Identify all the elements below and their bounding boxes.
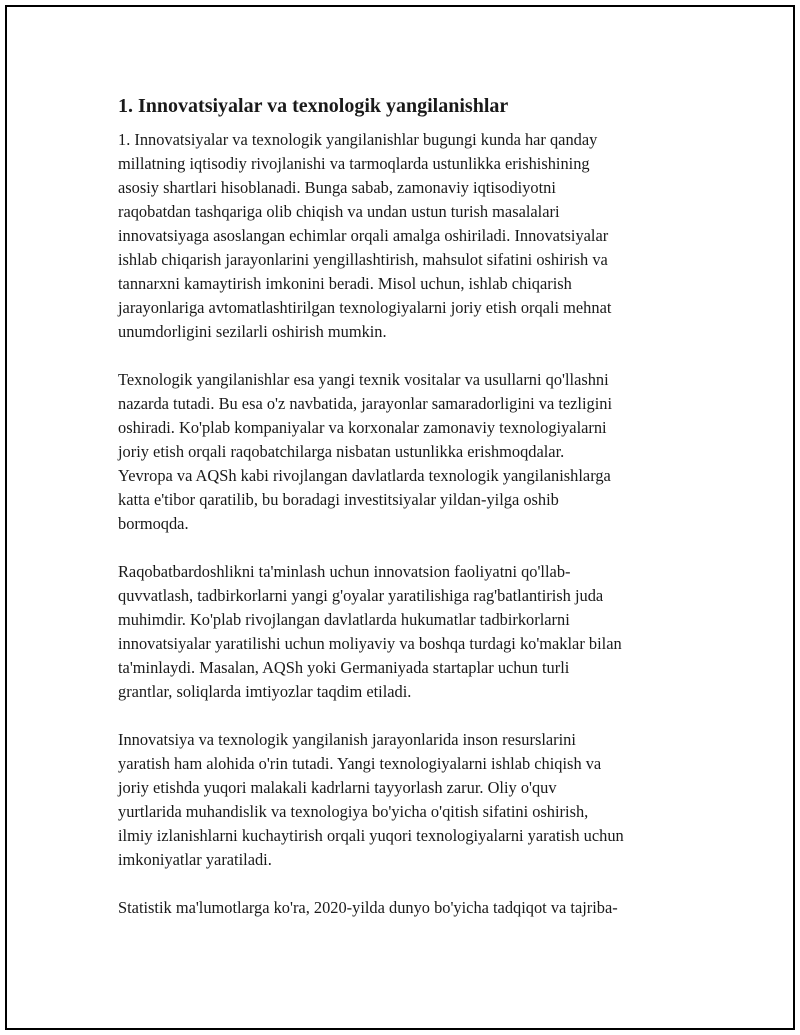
text-line: oshiradi. Ko'plab kompaniyalar va korxonalar zamonaviy texnologiyalarni (118, 418, 607, 437)
paragraph (118, 368, 690, 536)
text-line: joriy etish orqali raqobatchilarga nisbatan ustunlikka erishmoqdalar. (118, 442, 565, 461)
text-line: bormoqda. (118, 514, 189, 533)
text-line: quvvatlash, tadbirkorlarni yangi g'oyalar yaratilishiga rag'batlantirish juda (118, 586, 604, 605)
paragraph-list (118, 128, 690, 920)
text-line: Innovatsiya va texnologik yangilanish jarayonlarida inson resurslarini (118, 730, 576, 749)
text-line: unumdorligini sezilarli oshirish mumkin. (118, 322, 387, 341)
text-line: Statistik ma'lumotlarga ko'ra, 2020-yilda dunyo bo'yicha tadqiqot va tajriba- (118, 898, 618, 917)
paragraph (118, 128, 690, 344)
document-body (118, 92, 690, 944)
text-line: grantlar, soliqlarda imtiyozlar taqdim etiladi. (118, 682, 412, 701)
section-heading: 1. Innovatsiyalar va texnologik yangilanishlar (118, 95, 509, 117)
text-line: millatning iqtisodiy rivojlanishi va tarmoqlarda ustunlikka erishishining (118, 154, 590, 173)
paragraph (118, 896, 690, 920)
text-line: jarayonlariga avtomatlashtirilgan texnologiyalarni joriy etish orqali mehnat (118, 298, 612, 317)
text-line: yaratish ham alohida o'rin tutadi. Yangi texnologiyalarni ishlab chiqish va (118, 754, 602, 773)
text-line: ilmiy izlanishlarni kuchaytirish orqali yuqori texnologiyalarni yaratish uchun (118, 826, 624, 845)
text-line: katta e'tibor qaratilib, bu boradagi investitsiyalar yildan-yilga oshib (118, 490, 559, 509)
text-line: asosiy shartlari hisoblanadi. Bunga sabab, zamonaviy iqtisodiyotni (118, 178, 556, 197)
text-line: ishlab chiqarish jarayonlarini yengillashtirish, mahsulot sifatini oshirish va (118, 250, 608, 269)
text-line: raqobatdan tashqariga olib chiqish va undan ustun turish masalalari (118, 202, 560, 221)
text-line: innovatsiyalar yaratilishi uchun moliyaviy va boshqa turdagi ko'maklar bilan (118, 634, 622, 653)
text-line: joriy etishda yuqori malakali kadrlarni tayyorlash zarur. Oliy o'quv (118, 778, 557, 797)
paragraph (118, 560, 690, 704)
text-line: tannarxni kamaytirish imkonini beradi. Misol uchun, ishlab chiqarish (118, 274, 572, 293)
paragraph (118, 728, 690, 872)
text-line: muhimdir. Ko'plab rivojlangan davlatlarda hukumatlar tadbirkorlarni (118, 610, 570, 629)
text-line: Raqobatbardoshlikni ta'minlash uchun innovatsion faoliyatni qo'llab- (118, 562, 571, 581)
text-line: Texnologik yangilanishlar esa yangi texnik vositalar va usullarni qo'llashni (118, 370, 609, 389)
text-line: 1. Innovatsiyalar va texnologik yangilanishlar bugungi kunda har qanday (118, 130, 598, 149)
text-line: nazarda tutadi. Bu esa o'z navbatida, jarayonlar samaradorligini va tezligini (118, 394, 613, 413)
text-line: yurtlarida muhandislik va texnologiya bo'yicha o'qitish sifatini oshirish, (118, 802, 589, 821)
text-line: ta'minlaydi. Masalan, AQSh yoki Germaniyada startaplar uchun turli (118, 658, 570, 677)
text-line: Yevropa va AQSh kabi rivojlangan davlatlarda texnologik yangilanishlarga (118, 466, 611, 485)
text-line: innovatsiyaga asoslangan echimlar orqali amalga oshiriladi. Innovatsiyalar (118, 226, 609, 245)
text-line: imkoniyatlar yaratiladi. (118, 850, 272, 869)
